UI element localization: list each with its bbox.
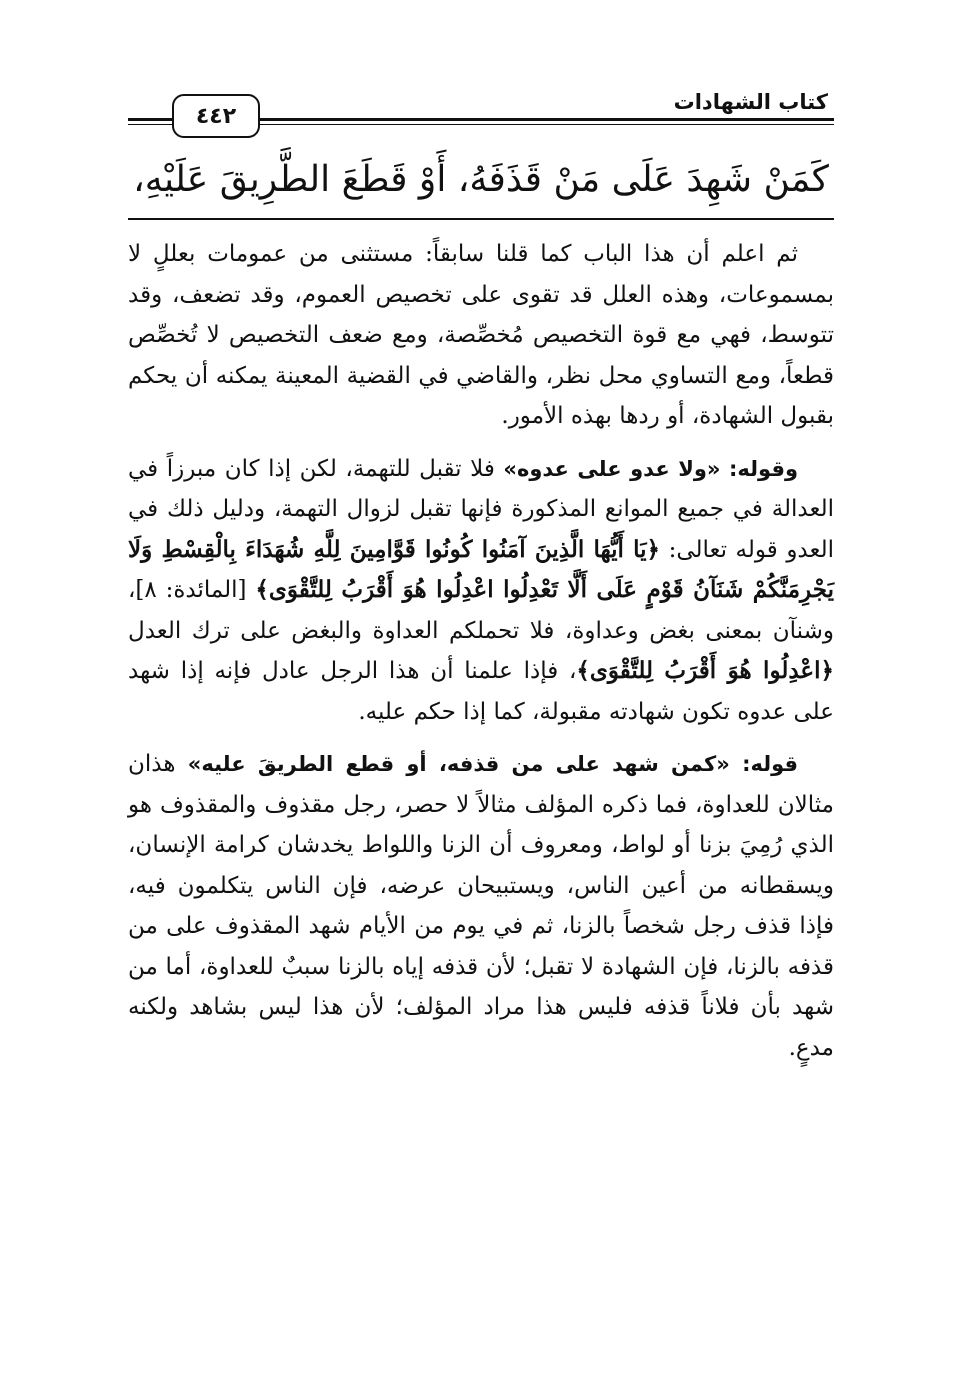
verse-reference: [المائدة: ٨]، bbox=[128, 577, 247, 603]
commentary-body bbox=[128, 234, 834, 1080]
quoted-matn: «ولا عدو على عدوه» bbox=[503, 456, 721, 481]
matn-line: كَمَنْ شَهِدَ عَلَى مَنْ قَذَفَهُ، أَوْ قَطَعَ الطَّرِيقَ عَلَيْهِ، bbox=[133, 159, 829, 200]
quran-verse: ﴿اعْدِلُوا هُوَ أَقْرَبُ لِلتَّقْوَى﴾ bbox=[576, 657, 834, 684]
book-page bbox=[128, 0, 834, 1392]
paragraph-1: ثم اعلم أن هذا الباب كما قلنا سابقاً: مستثنى من عمومات بعللٍ لا بمسموعات، وهذه العلل قد تقوى على تخصيص العموم، وقد تضعف، وقد تتوسط، فهي مع قوة التخصيص مُخصِّصة، ومع ضعف التخصيص لا تُخصِّص قطعاً، ومع التساوي محل نظر، والقاضي في القضية المعينة يمكنه أن يحكم بقبول الشهادة، أو ردها بهذه الأمور. bbox=[128, 241, 834, 429]
paragraph-text: هذان مثالان للعداوة، فما ذكره المؤلف مثالاً لا حصر، رجل مقذوف والمقذوف هو الذي رُمِيَ بزنا أو لواط، ومعروف أن الزنا واللواط يخدشان كرامة الإنسان، ويسقطانه من أعين الناس، ويستبيحان عرضه، فإن الناس يتكلمون فيه، فإذا قذف رجل شخصاً بالزنا، ثم في يوم من الأيام شهد المقذوف على من قذفه بالزنا، فإن الشهادة لا تقبل؛ لأن قذفه إياه بالزنا سببٌ للعداوة، أما من شهد بأن فلاناً قذفه فليس هذا مراد المؤلف؛ لأن هذا ليس بشاهد ولكنه مدعٍ. bbox=[128, 751, 834, 1061]
matn-divider bbox=[128, 218, 834, 220]
paragraph-text: ، فإذا علمنا أن هذا الرجل عادل فإنه إذا شهد على عدوه تكون شهادته مقبولة، كما إذا حكم عليه. bbox=[128, 658, 834, 725]
page-header bbox=[128, 86, 834, 136]
paragraph-2 bbox=[128, 449, 834, 733]
paragraph-text: وشنآن بمعنى بغض وعداوة، فلا تحملكم العداوة والبغض على ترك العدل bbox=[128, 617, 834, 644]
page-number: ٤٤٢ bbox=[172, 94, 260, 138]
quoted-matn: «كمن شهد على من قذفه، أو قطع الطريقَ عليه» bbox=[187, 752, 730, 776]
book-title: كتاب الشهادات bbox=[673, 90, 828, 114]
quran-verse: ﴿يَا أَيُّهَا الَّذِينَ آمَنُوا كُونُوا قَوَّامِينَ لِلَّهِ شُهَدَاءَ بِالْقِسْطِ وَلَا يَجْرِمَنَّكُمْ شَنَآنُ قَوْمٍ عَلَى أَلَّا تَعْدِلُوا اعْدِلُوا هُوَ أَقْرَبُ لِلتَّقْوَى﴾ bbox=[128, 535, 834, 603]
paragraph-3 bbox=[128, 744, 834, 1068]
qawluhu-label: قوله: bbox=[742, 752, 799, 776]
qawluhu-label: وقوله: bbox=[729, 456, 799, 481]
paragraph-text: فلا تقبل للتهمة، لكن إذا كان مبرزاً في العدالة في جميع الموانع المذكورة فإنها تقبل لزوال التهمة، ودليل ذلك في العدو قوله تعالى: bbox=[128, 455, 834, 563]
